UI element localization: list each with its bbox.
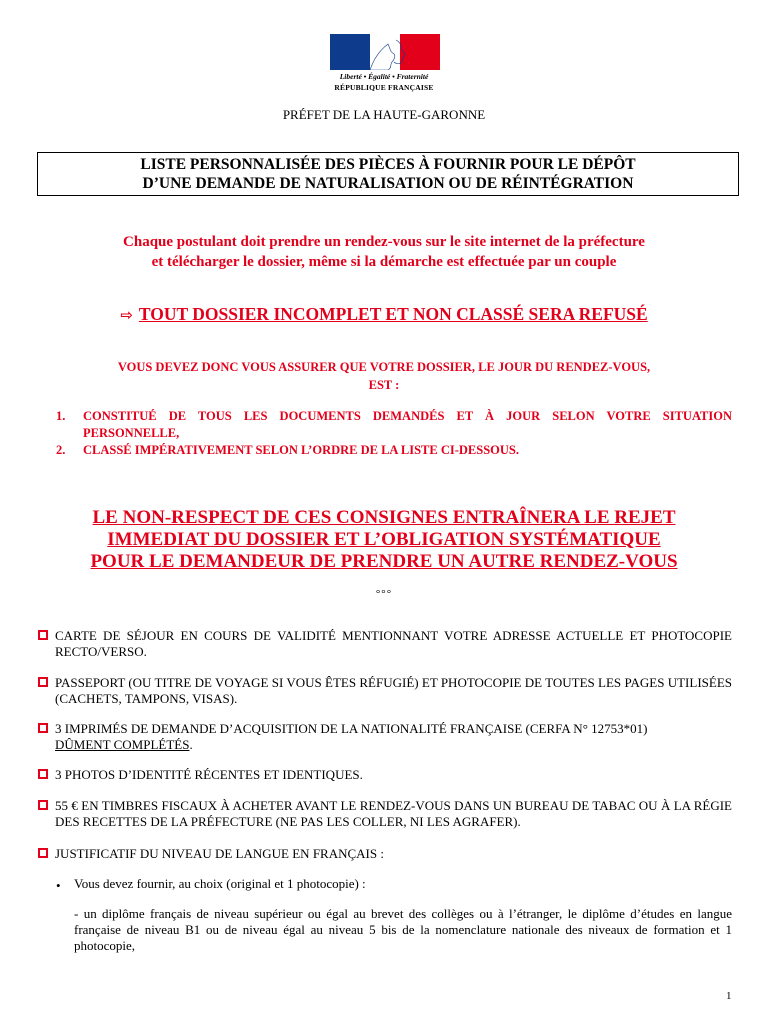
piece-cerfa-underlined: DÛMENT COMPLÉTÉS (55, 737, 190, 752)
appointment-notice (0, 232, 768, 272)
bullet-icon: • (56, 878, 61, 893)
langue-paragraph: - un diplôme français de niveau supérieur ou égal au brevet des collèges ou à l’étranger, le diplôme d’études en langue française de niveau B1 ou de niveau égal au niveau 5 bis de la nomenclature nationale des niveaux de formation et 1 photocopie, (74, 906, 732, 953)
notice-line-1: Chaque postulant doit prendre un rendez-vous sur le site internet de la préfecture (123, 234, 645, 250)
piece-item-cerfa (55, 721, 732, 753)
title-line-1: LISTE PERSONNALISÉE DES PIÈCES À FOURNIR POUR LE DÉPÔT (140, 156, 636, 173)
piece-item-timbres: 55 € EN TIMBRES FISCAUX À ACHETER AVANT LE RENDEZ-VOUS DANS UN BUREAU DE TABAC OU À LA RÉGIE DES RECETTES DE LA PRÉFECTURE (NE PAS LES COLLER, NI LES AGRAFER). (55, 798, 732, 829)
rejection-warning (0, 507, 768, 573)
checkbox-icon (38, 723, 48, 733)
document-title (37, 152, 739, 196)
checkbox-icon (38, 677, 48, 687)
conditions-list (56, 408, 732, 459)
page-number: 1 (726, 990, 732, 1002)
warning-text: TOUT DOSSIER INCOMPLET ET NON CLASSÉ SERA REFUSÉ (138, 304, 648, 324)
piece-cerfa-text: 3 IMPRIMÉS DE DEMANDE D’ACQUISITION DE LA NATIONALITÉ FRANÇAISE (CERFA N° 12753*01) (55, 721, 648, 736)
piece-item-passeport: PASSEPORT (OU TITRE DE VOYAGE SI VOUS ÊTES RÉFUGIÉ) ET PHOTOCOPIE DE TOUTES LES PAGES UTILISÉES (CACHETS, TAMPONS, VISAS). (55, 675, 732, 706)
piece-item-carte-sejour: CARTE DE SÉJOUR EN COURS DE VALIDITÉ MENTIONNANT VOTRE ADRESSE ACTUELLE ET PHOTOCOPIE RECTO/VERSO. (55, 628, 732, 659)
langue-bullet-text: Vous devez fournir, au choix (original et 1 photocopie) : (74, 876, 366, 891)
condition-number: 1. (56, 409, 66, 423)
piece-cerfa-suffix: . (189, 737, 193, 752)
checkbox-icon (38, 769, 48, 779)
logo-motto: Liberté • Égalité • Fraternité (339, 72, 429, 81)
piece-item-langue: JUSTIFICATIF DU NIVEAU DE LANGUE EN FRANÇAIS : (55, 846, 384, 861)
rejet-line-3: POUR LE DEMANDEUR DE PRENDRE UN AUTRE RENDEZ-VOUS (90, 551, 678, 572)
checkbox-icon (38, 630, 48, 640)
arrow-right-icon: ⇨ (120, 306, 133, 324)
checkbox-icon (38, 800, 48, 810)
checkbox-icon (38, 848, 48, 858)
separator: °°° (375, 588, 393, 600)
marianne-logo (328, 34, 440, 98)
marianne-flag-icon (330, 34, 440, 70)
prefet-heading: PRÉFET DE LA HAUTE-GARONNE (282, 107, 486, 122)
piece-item-photos: 3 PHOTOS D’IDENTITÉ RÉCENTES ET IDENTIQUES. (55, 767, 363, 782)
assurer-heading (48, 358, 720, 394)
notice-line-2: et télécharger le dossier, même si la démarche est effectuée par un couple (151, 254, 617, 270)
condition-number: 2. (56, 443, 66, 457)
condition-text: CONSTITUÉ DE TOUS LES DOCUMENTS DEMANDÉS ET À JOUR SELON VOTRE SITUATION PERSONNELLE, (83, 409, 732, 440)
assurer-line-2: EST : (368, 378, 400, 392)
assurer-line-1: VOUS DEVEZ DONC VOUS ASSURER QUE VOTRE DOSSIER, LE JOUR DU RENDEZ-VOUS, (117, 360, 651, 374)
rejet-line-2: IMMEDIAT DU DOSSIER ET L’OBLIGATION SYSTÉMATIQUE (107, 529, 661, 550)
title-line-2: D’UNE DEMANDE DE NATURALISATION OU DE RÉINTÉGRATION (142, 175, 634, 192)
logo-republique: RÉPUBLIQUE FRANÇAISE (334, 83, 434, 92)
incomplete-warning (0, 304, 768, 325)
condition-text: CLASSÉ IMPÉRATIVEMENT SELON L’ORDRE DE LA LISTE CI-DESSOUS. (83, 443, 519, 457)
condition-item (56, 442, 732, 459)
rejet-line-1: LE NON-RESPECT DE CES CONSIGNES ENTRAÎNERA LE REJET (92, 507, 676, 528)
condition-item (56, 408, 732, 442)
